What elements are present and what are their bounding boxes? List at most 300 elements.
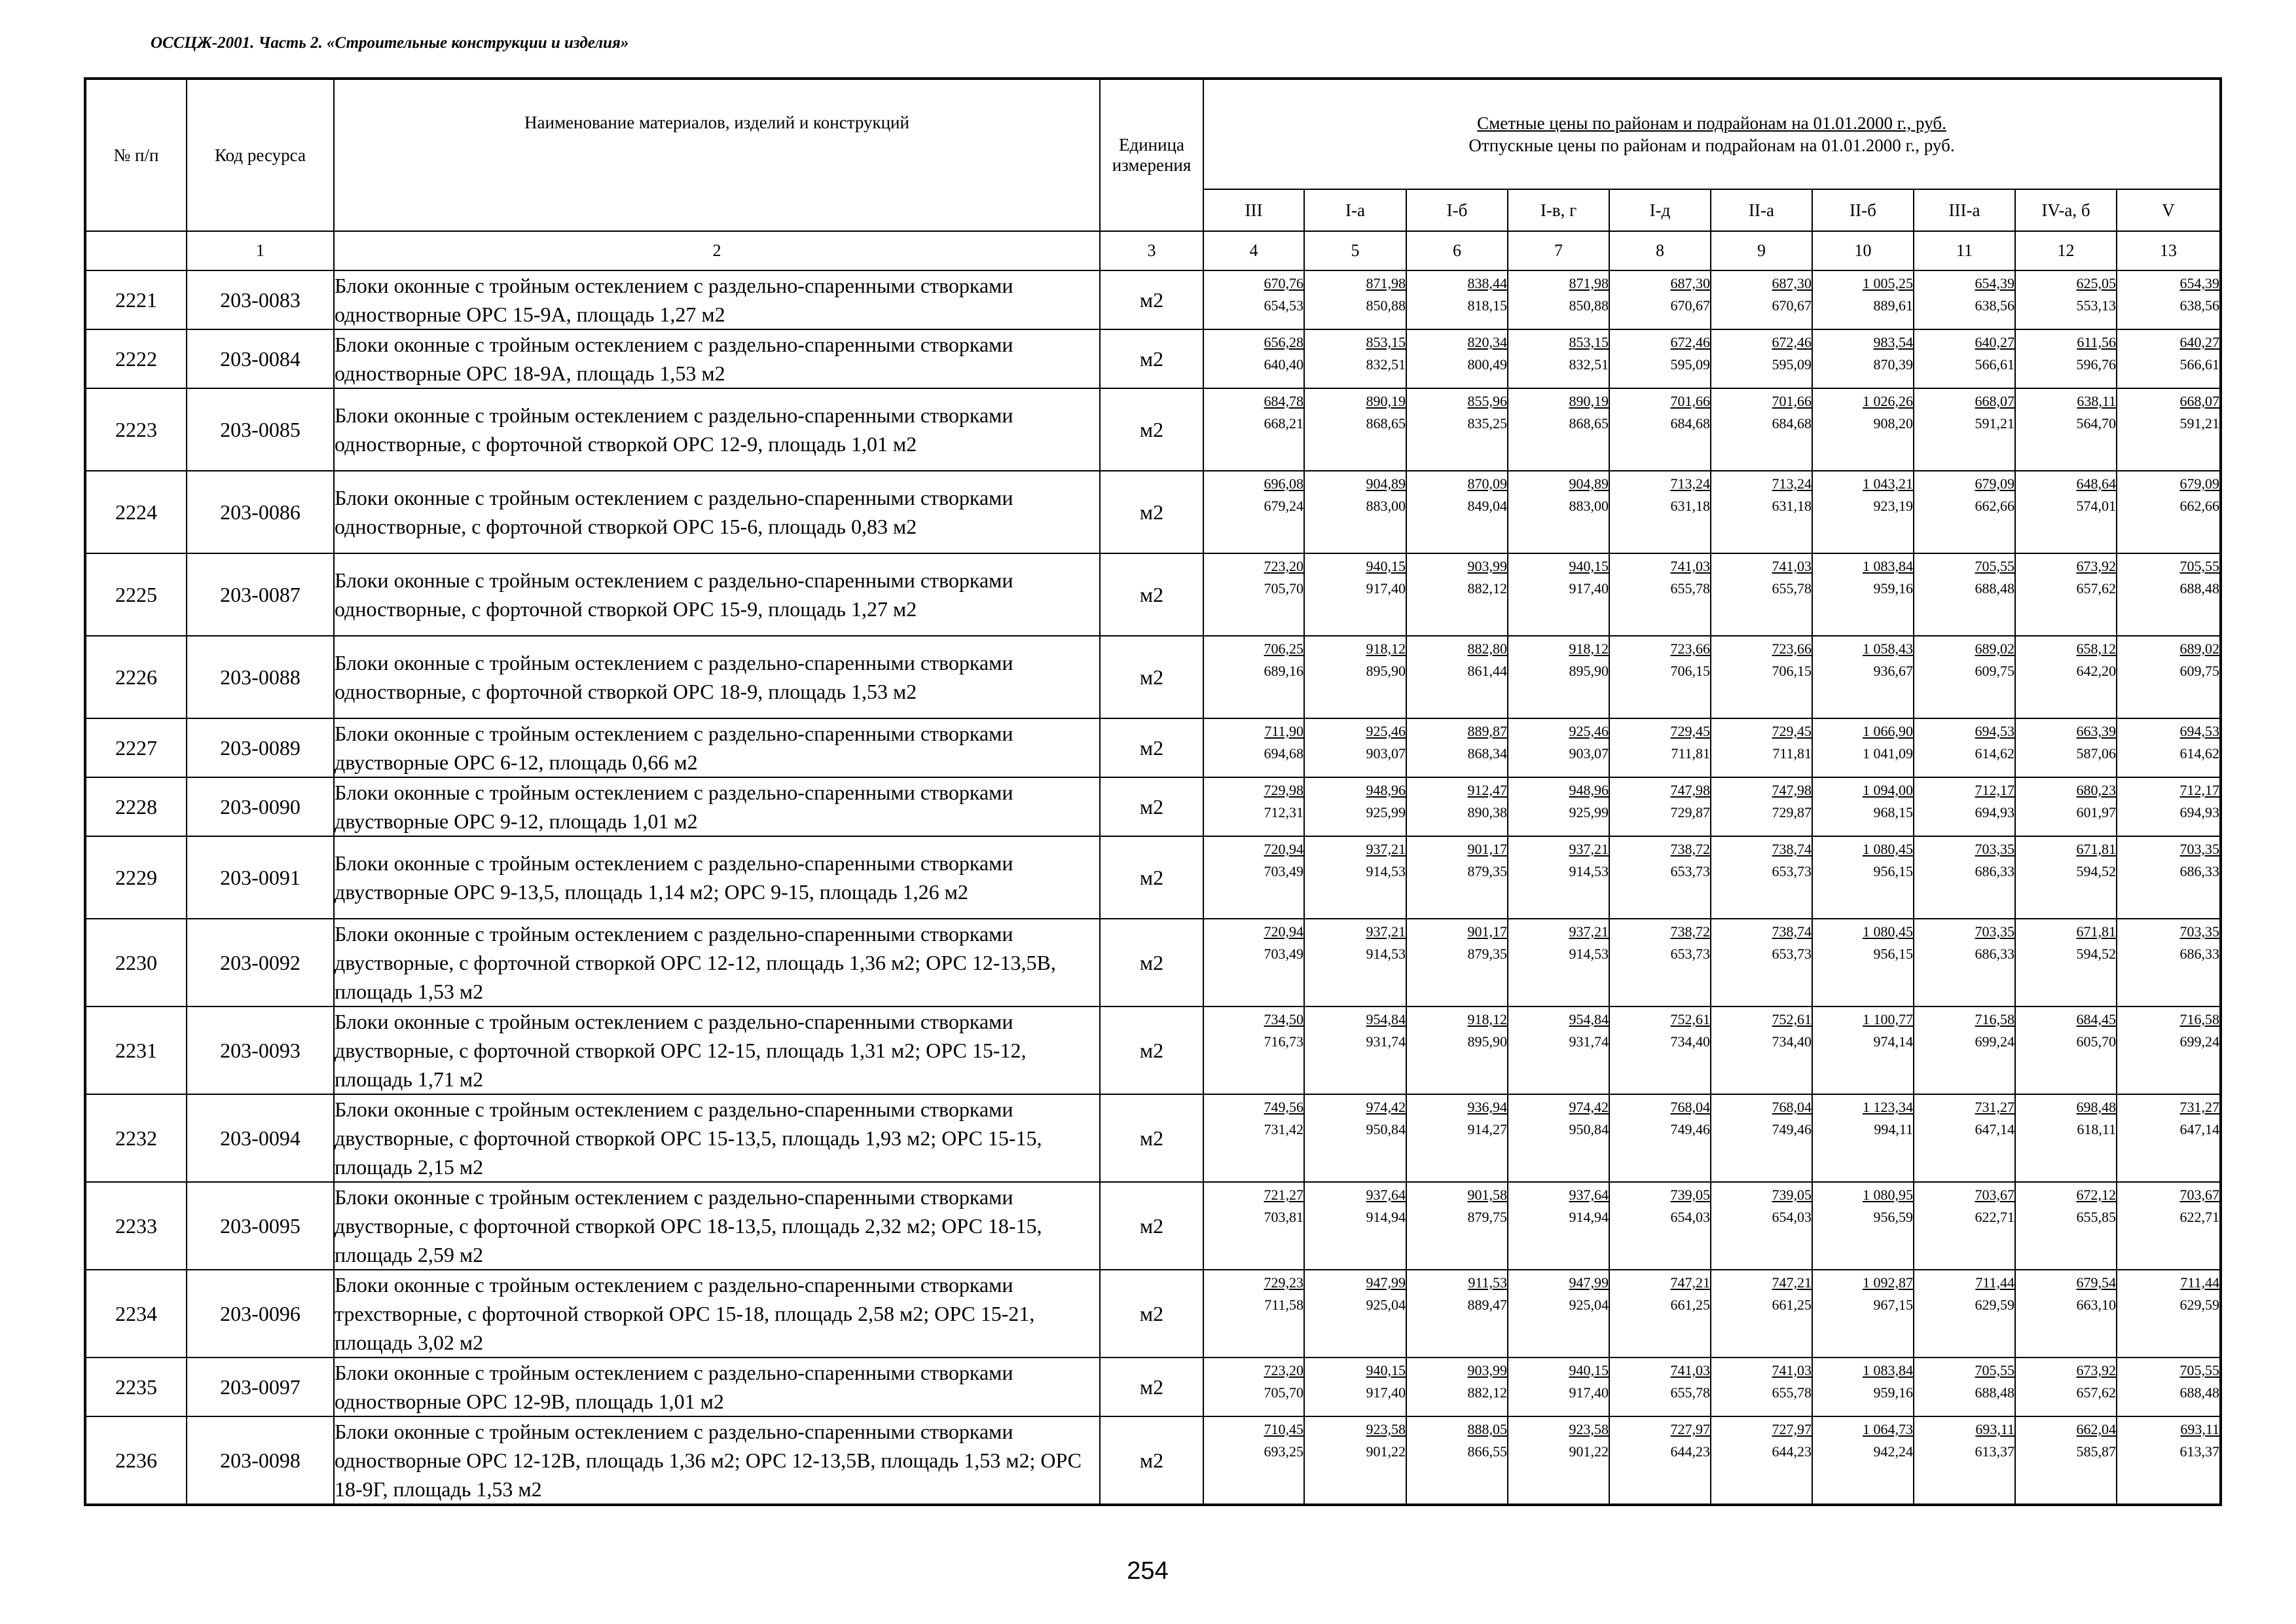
wholesale-price: 711,81 <box>1772 745 1812 762</box>
price-cell <box>2015 1357 2117 1416</box>
wholesale-price: 566,61 <box>2179 356 2219 373</box>
price-cell <box>1203 329 1304 388</box>
wholesale-price: 895,90 <box>1467 1033 1507 1050</box>
wholesale-price: 950,84 <box>1366 1121 1406 1137</box>
wholesale-price: 688,48 <box>2179 580 2219 597</box>
resource-code: 203-0090 <box>187 777 334 836</box>
estimate-price: 703,67 <box>2179 1187 2219 1203</box>
estimate-price: 679,54 <box>2076 1274 2116 1291</box>
estimate-price: 871,98 <box>1569 275 1609 291</box>
estimate-price: 723,20 <box>1264 558 1303 574</box>
col-number: 12 <box>2015 231 2117 270</box>
price-cell <box>1609 1182 1711 1270</box>
wholesale-price: 967,15 <box>1873 1297 1913 1313</box>
wholesale-price: 889,47 <box>1467 1297 1507 1313</box>
price-cell <box>1812 388 1914 471</box>
wholesale-price: 655,78 <box>1670 580 1710 597</box>
estimate-price: 723,20 <box>1264 1362 1303 1378</box>
price-cell <box>2117 919 2221 1006</box>
wholesale-price: 914,94 <box>1569 1209 1609 1225</box>
col-header-unit: Единица измерения <box>1100 79 1203 231</box>
wholesale-price: 631,18 <box>1772 498 1812 514</box>
material-name: Блоки оконные с тройным остеклением с раздельно-спаренными створками одностворные ОРС 12-9В, площадь 1,01 м2 <box>334 1357 1100 1416</box>
price-cell <box>1812 471 1914 553</box>
price-cell <box>2117 329 2221 388</box>
row-number: 2234 <box>85 1270 187 1357</box>
estimate-price: 903,99 <box>1467 558 1507 574</box>
table-row <box>85 1357 2221 1416</box>
row-number: 2231 <box>85 1006 187 1094</box>
resource-code: 203-0093 <box>187 1006 334 1094</box>
price-cell <box>1711 1006 1812 1094</box>
region-header: I-б <box>1406 189 1508 231</box>
estimate-price: 739,05 <box>1772 1187 1812 1203</box>
wholesale-price: 655,78 <box>1772 580 1812 597</box>
wholesale-price: 595,09 <box>1670 356 1710 373</box>
price-cell <box>2117 718 2221 777</box>
wholesale-price: 889,61 <box>1873 297 1913 314</box>
price-cell <box>2117 1182 2221 1270</box>
price-cell <box>1304 1357 1406 1416</box>
wholesale-price: 734,40 <box>1670 1033 1710 1050</box>
price-cell <box>1508 388 1609 471</box>
estimate-price: 689,02 <box>2179 640 2219 657</box>
row-number: 2224 <box>85 471 187 553</box>
price-table <box>84 77 2222 1506</box>
wholesale-price: 655,78 <box>1772 1384 1812 1401</box>
wholesale-price: 705,70 <box>1264 580 1303 597</box>
wholesale-price: 594,52 <box>2076 946 2116 962</box>
wholesale-price: 618,11 <box>2077 1121 2116 1137</box>
prices-title-estimate: Сметные цены по районам и подрайонам на 01.01.2000 г., руб. <box>1477 113 1946 133</box>
price-cell <box>1609 553 1711 636</box>
estimate-price: 663,39 <box>2076 723 2116 739</box>
resource-code: 203-0084 <box>187 329 334 388</box>
price-cell <box>2117 1270 2221 1357</box>
price-cell <box>2117 1357 2221 1416</box>
table-row <box>85 1094 2221 1182</box>
region-header: I-в, г <box>1508 189 1609 231</box>
wholesale-price: 605,70 <box>2076 1033 2116 1050</box>
row-number: 2222 <box>85 329 187 388</box>
price-cell <box>2015 553 2117 636</box>
table-row <box>85 777 2221 836</box>
wholesale-price: 925,04 <box>1569 1297 1609 1313</box>
price-cell <box>1609 1270 1711 1357</box>
estimate-price: 713,24 <box>1670 475 1710 492</box>
row-number: 2230 <box>85 919 187 1006</box>
estimate-price: 687,30 <box>1670 275 1710 291</box>
resource-code: 203-0092 <box>187 919 334 1006</box>
estimate-price: 710,45 <box>1264 1421 1303 1437</box>
estimate-price: 1 123,34 <box>1863 1099 1913 1115</box>
price-cell <box>1406 1416 1508 1505</box>
estimate-price: 904,89 <box>1366 475 1406 492</box>
estimate-price: 739,05 <box>1670 1187 1710 1203</box>
wholesale-price: 644,23 <box>1670 1443 1710 1460</box>
resource-code: 203-0087 <box>187 553 334 636</box>
estimate-price: 703,35 <box>1975 841 2014 857</box>
estimate-price: 693,11 <box>1975 1421 2014 1437</box>
estimate-price: 747,98 <box>1772 782 1812 798</box>
estimate-price: 923,58 <box>1366 1421 1406 1437</box>
price-cell <box>1203 1094 1304 1182</box>
price-cell <box>1406 270 1508 329</box>
wholesale-price: 818,15 <box>1467 297 1507 314</box>
unit-of-measure: м2 <box>1100 636 1203 718</box>
resource-code: 203-0091 <box>187 836 334 919</box>
wholesale-price: 914,27 <box>1467 1121 1507 1137</box>
unit-of-measure: м2 <box>1100 836 1203 919</box>
wholesale-price: 662,66 <box>1975 498 2014 514</box>
estimate-price: 948,96 <box>1569 782 1609 798</box>
wholesale-price: 644,23 <box>1772 1443 1812 1460</box>
row-number: 2235 <box>85 1357 187 1416</box>
price-cell <box>1203 919 1304 1006</box>
estimate-price: 882,80 <box>1467 640 1507 657</box>
wholesale-price: 942,24 <box>1873 1443 1913 1460</box>
wholesale-price: 596,76 <box>2076 356 2116 373</box>
region-header: III-а <box>1914 189 2015 231</box>
price-cell <box>1914 553 2015 636</box>
unit-of-measure: м2 <box>1100 1182 1203 1270</box>
estimate-price: 705,55 <box>1975 1362 2014 1378</box>
wholesale-price: 670,67 <box>1772 297 1812 314</box>
table-row <box>85 1006 2221 1094</box>
price-cell <box>1609 1357 1711 1416</box>
estimate-price: 937,64 <box>1366 1187 1406 1203</box>
wholesale-price: 655,85 <box>2076 1209 2116 1225</box>
estimate-price: 1 100,77 <box>1863 1011 1913 1027</box>
estimate-price: 747,98 <box>1670 782 1710 798</box>
wholesale-price: 706,15 <box>1670 663 1710 679</box>
estimate-price: 668,07 <box>1975 393 2014 409</box>
estimate-price: 947,99 <box>1366 1274 1406 1291</box>
price-cell <box>1304 388 1406 471</box>
material-name: Блоки оконные с тройным остеклением с раздельно-спаренными створками двустворные, с форточной створкой ОРС 15-13,5, площадь 1,93 м2; ОРС 15-15, площадь 2,15 м2 <box>334 1094 1100 1182</box>
estimate-price: 888,05 <box>1467 1421 1507 1437</box>
estimate-price: 672,46 <box>1772 334 1812 350</box>
wholesale-price: 974,14 <box>1873 1033 1913 1050</box>
price-cell <box>1812 919 1914 1006</box>
wholesale-price: 668,21 <box>1264 415 1303 432</box>
estimate-price: 1 083,84 <box>1863 558 1913 574</box>
estimate-price: 611,56 <box>2077 334 2116 350</box>
estimate-price: 820,34 <box>1467 334 1507 350</box>
wholesale-price: 631,18 <box>1670 498 1710 514</box>
price-cell <box>1914 919 2015 1006</box>
price-cell <box>1304 471 1406 553</box>
estimate-price: 711,44 <box>2180 1274 2219 1291</box>
price-cell <box>1914 1182 2015 1270</box>
estimate-price: 947,99 <box>1569 1274 1609 1291</box>
price-cell <box>1203 777 1304 836</box>
price-cell <box>1304 636 1406 718</box>
estimate-price: 625,05 <box>2076 275 2116 291</box>
price-cell <box>1508 636 1609 718</box>
wholesale-price: 917,40 <box>1366 1384 1406 1401</box>
row-number: 2223 <box>85 388 187 471</box>
row-number: 2236 <box>85 1416 187 1505</box>
wholesale-price: 622,71 <box>2179 1209 2219 1225</box>
price-cell <box>1711 388 1812 471</box>
wholesale-price: 591,21 <box>1975 415 2014 432</box>
wholesale-price: 850,88 <box>1366 297 1406 314</box>
wholesale-price: 638,56 <box>2179 297 2219 314</box>
wholesale-price: 684,68 <box>1772 415 1812 432</box>
price-cell <box>1914 388 2015 471</box>
estimate-price: 974,42 <box>1366 1099 1406 1115</box>
estimate-price: 672,12 <box>2076 1187 2116 1203</box>
price-cell <box>1812 270 1914 329</box>
price-cell <box>2015 1094 2117 1182</box>
region-header: I-д <box>1609 189 1711 231</box>
estimate-price: 705,55 <box>2179 1362 2219 1378</box>
price-cell <box>1203 636 1304 718</box>
wholesale-price: 914,94 <box>1366 1209 1406 1225</box>
price-cell <box>1609 270 1711 329</box>
wholesale-price: 917,40 <box>1569 1384 1609 1401</box>
estimate-price: 918,12 <box>1366 640 1406 657</box>
wholesale-price: 689,16 <box>1264 663 1303 679</box>
wholesale-price: 694,68 <box>1264 745 1303 762</box>
price-cell <box>1812 1416 1914 1505</box>
material-name: Блоки оконные с тройным остеклением с раздельно-спаренными створками одностворные, с форточной створкой ОРС 15-9, площадь 1,27 м2 <box>334 553 1100 636</box>
price-cell <box>1711 1270 1812 1357</box>
estimate-price: 716,58 <box>1975 1011 2014 1027</box>
price-cell <box>1406 1270 1508 1357</box>
wholesale-price: 686,33 <box>2179 946 2219 962</box>
estimate-price: 679,09 <box>1975 475 2014 492</box>
col-header-np: № п/п <box>85 79 187 231</box>
estimate-price: 729,23 <box>1264 1274 1303 1291</box>
price-cell <box>2015 636 2117 718</box>
row-number: 2226 <box>85 636 187 718</box>
wholesale-price: 749,46 <box>1670 1121 1710 1137</box>
estimate-price: 701,66 <box>1670 393 1710 409</box>
wholesale-price: 861,44 <box>1467 663 1507 679</box>
estimate-price: 713,24 <box>1772 475 1812 492</box>
price-cell <box>2015 836 2117 919</box>
price-cell <box>1812 1182 1914 1270</box>
price-cell <box>1508 777 1609 836</box>
price-cell <box>1203 1416 1304 1505</box>
price-cell <box>1203 1182 1304 1270</box>
col-number: 8 <box>1609 231 1711 270</box>
material-name: Блоки оконные с тройным остеклением с раздельно-спаренными створками двустворные ОРС 6-12, площадь 0,66 м2 <box>334 718 1100 777</box>
price-cell <box>2117 836 2221 919</box>
estimate-price: 937,64 <box>1569 1187 1609 1203</box>
estimate-price: 738,72 <box>1670 923 1710 940</box>
wholesale-price: 694,93 <box>2179 804 2219 821</box>
price-cell <box>1914 1006 2015 1094</box>
price-cell <box>1711 777 1812 836</box>
resource-code: 203-0088 <box>187 636 334 718</box>
price-cell <box>2117 388 2221 471</box>
col-number: 3 <box>1100 231 1203 270</box>
wholesale-price: 622,71 <box>1975 1209 2014 1225</box>
estimate-price: 768,04 <box>1670 1099 1710 1115</box>
wholesale-price: 835,25 <box>1467 415 1507 432</box>
resource-code: 203-0086 <box>187 471 334 553</box>
wholesale-price: 688,48 <box>1975 1384 2014 1401</box>
estimate-price: 680,23 <box>2076 782 2116 798</box>
estimate-price: 954,84 <box>1569 1011 1609 1027</box>
estimate-price: 703,35 <box>2179 841 2219 857</box>
material-name: Блоки оконные с тройным остеклением с раздельно-спаренными створками двустворные ОРС 9-12, площадь 1,01 м2 <box>334 777 1100 836</box>
row-number: 2229 <box>85 836 187 919</box>
estimate-price: 925,46 <box>1569 723 1609 739</box>
estimate-price: 672,46 <box>1670 334 1710 350</box>
estimate-price: 731,27 <box>1975 1099 2014 1115</box>
price-cell <box>1406 777 1508 836</box>
estimate-price: 711,44 <box>1975 1274 2014 1291</box>
wholesale-price: 686,33 <box>1975 946 2014 962</box>
region-header: IV-а, б <box>2015 189 2117 231</box>
price-cell <box>1406 329 1508 388</box>
estimate-price: 853,15 <box>1366 334 1406 350</box>
price-cell <box>1508 329 1609 388</box>
price-cell <box>1711 270 1812 329</box>
price-cell <box>1711 1416 1812 1505</box>
resource-code: 203-0098 <box>187 1416 334 1505</box>
material-name: Блоки оконные с тройным остеклением с раздельно-спаренными створками одностворные, с форточной створкой ОРС 12-9, площадь 1,01 м2 <box>334 388 1100 471</box>
wholesale-price: 614,62 <box>2179 745 2219 762</box>
wholesale-price: 679,24 <box>1264 498 1303 514</box>
estimate-price: 889,87 <box>1467 723 1507 739</box>
unit-of-measure: м2 <box>1100 1270 1203 1357</box>
wholesale-price: 670,67 <box>1670 297 1710 314</box>
wholesale-price: 699,24 <box>2179 1033 2219 1050</box>
wholesale-price: 703,49 <box>1264 863 1303 879</box>
estimate-price: 1 083,84 <box>1863 1362 1913 1378</box>
wholesale-price: 613,37 <box>2179 1443 2219 1460</box>
estimate-price: 705,55 <box>1975 558 2014 574</box>
price-cell <box>1406 836 1508 919</box>
estimate-price: 703,35 <box>1975 923 2014 940</box>
estimate-price: 668,07 <box>2179 393 2219 409</box>
wholesale-price: 601,97 <box>2076 804 2116 821</box>
estimate-price: 890,19 <box>1366 393 1406 409</box>
wholesale-price: 917,40 <box>1366 580 1406 597</box>
estimate-price: 974,42 <box>1569 1099 1609 1115</box>
wholesale-price: 705,70 <box>1264 1384 1303 1401</box>
price-cell <box>1914 718 2015 777</box>
estimate-price: 638,11 <box>2077 393 2116 409</box>
price-cell <box>2117 471 2221 553</box>
estimate-price: 693,11 <box>2180 1421 2219 1437</box>
estimate-price: 721,27 <box>1264 1187 1303 1203</box>
estimate-price: 703,67 <box>1975 1187 2014 1203</box>
wholesale-price: 566,61 <box>1975 356 2014 373</box>
estimate-price: 673,92 <box>2076 1362 2116 1378</box>
price-cell <box>2015 1006 2117 1094</box>
wholesale-price: 647,14 <box>1975 1121 2014 1137</box>
estimate-price: 1 080,45 <box>1863 841 1913 857</box>
wholesale-price: 956,15 <box>1873 863 1913 879</box>
document-header: ОССЦЖ-2001. Часть 2. «Строительные конструкции и изделия» <box>151 34 629 52</box>
wholesale-price: 879,75 <box>1467 1209 1507 1225</box>
wholesale-price: 653,73 <box>1772 946 1812 962</box>
estimate-price: 940,15 <box>1366 1362 1406 1378</box>
price-cell <box>1711 718 1812 777</box>
material-name: Блоки оконные с тройным остеклением с раздельно-спаренными створками одностворные ОРС 12-12В, площадь 1,36 м2; ОРС 12-13,5В, площадь 1,53 м2; ОРС 18-9Г, площадь 1,53 м2 <box>334 1416 1100 1505</box>
wholesale-price: 931,74 <box>1569 1033 1609 1050</box>
wholesale-price: 693,25 <box>1264 1443 1303 1460</box>
wholesale-price: 564,70 <box>2076 415 2116 432</box>
price-cell <box>1812 836 1914 919</box>
wholesale-price: 914,53 <box>1569 946 1609 962</box>
col-number: 10 <box>1812 231 1914 270</box>
estimate-price: 705,55 <box>2179 558 2219 574</box>
unit-of-measure: м2 <box>1100 919 1203 1006</box>
price-cell <box>1203 270 1304 329</box>
estimate-price: 658,12 <box>2076 640 2116 657</box>
estimate-price: 640,27 <box>2179 334 2219 350</box>
price-cell <box>1609 777 1711 836</box>
price-cell <box>1609 636 1711 718</box>
price-cell <box>1508 1357 1609 1416</box>
wholesale-price: 654,03 <box>1772 1209 1812 1225</box>
price-cell <box>1508 1182 1609 1270</box>
price-cell <box>1304 1094 1406 1182</box>
resource-code: 203-0089 <box>187 718 334 777</box>
price-cell <box>1914 1416 2015 1505</box>
price-cell <box>1406 471 1508 553</box>
table-row <box>85 471 2221 553</box>
wholesale-price: 657,62 <box>2076 580 2116 597</box>
price-cell <box>1812 329 1914 388</box>
estimate-price: 706,25 <box>1264 640 1303 657</box>
estimate-price: 870,09 <box>1467 475 1507 492</box>
price-cell <box>1609 329 1711 388</box>
price-cell <box>1508 919 1609 1006</box>
price-cell <box>1304 329 1406 388</box>
price-cell <box>1609 1094 1711 1182</box>
wholesale-price: 903,07 <box>1366 745 1406 762</box>
unit-of-measure: м2 <box>1100 553 1203 636</box>
material-name: Блоки оконные с тройным остеклением с раздельно-спаренными створками двустворные, с форточной створкой ОРС 18-13,5, площадь 2,32 м2; ОРС 18-15, площадь 2,59 м2 <box>334 1182 1100 1270</box>
wholesale-price: 883,00 <box>1569 498 1609 514</box>
wholesale-price: 800,49 <box>1467 356 1507 373</box>
price-cell <box>1203 471 1304 553</box>
estimate-price: 1 080,45 <box>1863 923 1913 940</box>
price-cell <box>1711 329 1812 388</box>
col-number: 9 <box>1711 231 1812 270</box>
wholesale-price: 711,58 <box>1264 1297 1303 1313</box>
estimate-price: 948,96 <box>1366 782 1406 798</box>
unit-of-measure: м2 <box>1100 270 1203 329</box>
wholesale-price: 647,14 <box>2179 1121 2219 1137</box>
col-number: 1 <box>187 231 334 270</box>
unit-of-measure: м2 <box>1100 1416 1203 1505</box>
wholesale-price: 703,81 <box>1264 1209 1303 1225</box>
wholesale-price: 629,59 <box>1975 1297 2014 1313</box>
wholesale-price: 890,38 <box>1467 804 1507 821</box>
price-cell <box>1609 718 1711 777</box>
estimate-price: 684,78 <box>1264 393 1303 409</box>
estimate-price: 901,17 <box>1467 923 1507 940</box>
price-cell <box>1304 1182 1406 1270</box>
table-row <box>85 1182 2221 1270</box>
price-cell <box>1508 471 1609 553</box>
price-cell <box>2117 270 2221 329</box>
estimate-price: 768,04 <box>1772 1099 1812 1115</box>
price-cell <box>1406 919 1508 1006</box>
wholesale-price: 662,66 <box>2179 498 2219 514</box>
price-cell <box>1609 388 1711 471</box>
price-cell <box>1203 553 1304 636</box>
